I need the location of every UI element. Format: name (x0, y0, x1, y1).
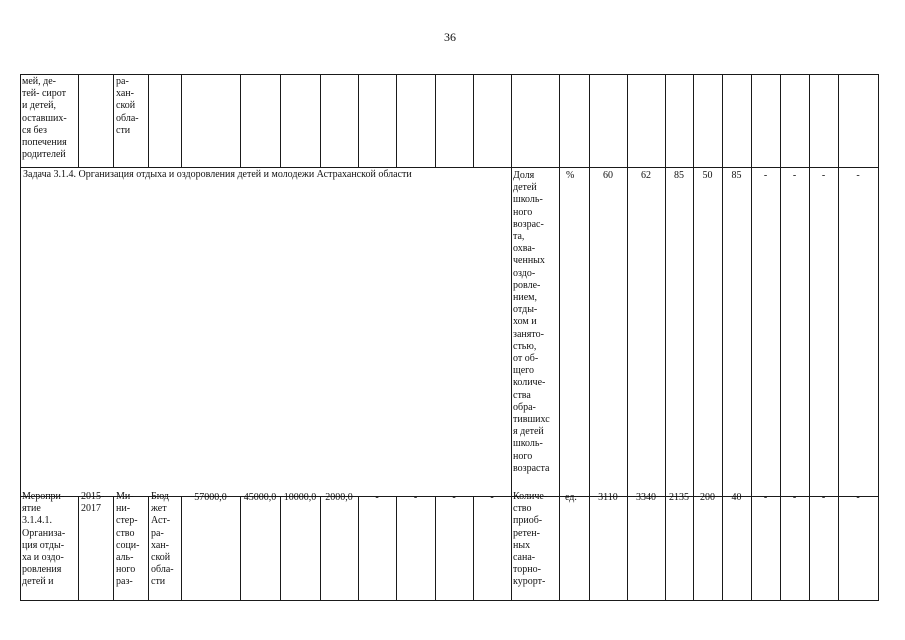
finance-value: - (490, 492, 494, 503)
table-left-border (20, 74, 21, 601)
col-line-7 (320, 74, 321, 168)
col-line-16 (665, 74, 666, 601)
col-line-8 (358, 496, 359, 601)
task-value: 85 (674, 170, 684, 181)
col-line-4 (181, 74, 182, 168)
col-line-4 (181, 496, 182, 601)
measure-value: 3340 (636, 492, 656, 503)
measure-value: - (821, 492, 826, 503)
measure-value: 2135 (669, 492, 689, 503)
col-line-8 (358, 74, 359, 168)
col-line-11 (473, 496, 474, 601)
task-value: - (792, 170, 797, 181)
measure-value: - (856, 492, 860, 503)
task-value: 62 (641, 170, 651, 181)
task-value: - (821, 170, 826, 181)
table-right-border (878, 74, 879, 601)
col-line-2 (113, 496, 114, 601)
measure-value: 3110 (598, 492, 618, 503)
measure-value: 40 (731, 492, 742, 503)
col-line-9 (396, 74, 397, 168)
col-line-12 (511, 74, 512, 601)
task-value: 60 (603, 170, 613, 181)
finance-value: 2000,0 (325, 492, 353, 503)
page-number: 36 (444, 30, 456, 44)
col-line-22 (838, 74, 839, 601)
measure-value: - (792, 492, 797, 503)
col-line-20 (780, 74, 781, 601)
finance-value: - (375, 492, 379, 503)
measure-period: 2015- 2017 (81, 491, 105, 515)
col-line-3 (148, 496, 149, 601)
measure-executor: Ми- ни- стер- ство соци- аль- ного раз- (116, 491, 140, 588)
col-line-11 (473, 74, 474, 168)
col-line-3 (148, 74, 149, 168)
task-value: 85 (731, 170, 742, 181)
measure-indicator: Количе- ство приоб- ретен- ных сана- торно- курорт- (513, 491, 548, 588)
finance-value: 57000,0 (194, 492, 227, 503)
task-value: - (856, 170, 860, 181)
col-line-6 (280, 496, 281, 601)
task-value: - (763, 170, 768, 181)
col-line-9 (396, 496, 397, 601)
col-line-10 (435, 496, 436, 601)
measure-name: Меропри- ятие 3.1.4.1. Организа- ция отды- ха и оздо- ровления детей и (22, 491, 66, 588)
col-line-17 (693, 74, 694, 601)
task-title: Задача 3.1.4. Организация отдыха и оздоровления детей и молодежи Астраханской области (23, 169, 412, 180)
finance-value: - (413, 492, 418, 503)
col-line-14 (589, 74, 590, 601)
col-line-13 (559, 74, 560, 601)
col-line-2 (113, 74, 114, 168)
finance-value: 45000,0 (243, 492, 277, 503)
col-line-19 (751, 74, 752, 601)
col-line-10 (435, 74, 436, 168)
col-line-1 (78, 74, 79, 168)
measure-unit: ед. (565, 492, 577, 503)
measure-value: 200 (700, 492, 715, 503)
col-line-5 (240, 496, 241, 601)
col-line-15 (627, 74, 628, 601)
measure-value: - (763, 492, 768, 503)
col-line-6 (280, 74, 281, 168)
task-value: 50 (702, 170, 713, 181)
task-indicator: Доля детей школь- ного возрас- та, охва- ченных оздо- ровле- нием, отды- хом и занято- стью, от об- щего количе- ства обра- тившихс я детей школь- ного возраста (513, 170, 550, 474)
col-line-1 (78, 496, 79, 601)
col-line-18 (722, 74, 723, 601)
finance-value: - (452, 492, 456, 503)
continued-source-text: ра- хан- ской обла- сти (116, 76, 139, 136)
continued-measure-text: мей, де- тей- сирот и детей, оставших- ся без попечения родителей (22, 76, 67, 161)
measure-source: Бюд жет Аст- ра- хан- ской обла- сти (151, 491, 174, 588)
col-line-7 (320, 496, 321, 601)
finance-value: 10000,0 (283, 492, 317, 503)
col-line-21 (809, 74, 810, 601)
col-line-5 (240, 74, 241, 168)
task-unit: % (566, 170, 575, 181)
